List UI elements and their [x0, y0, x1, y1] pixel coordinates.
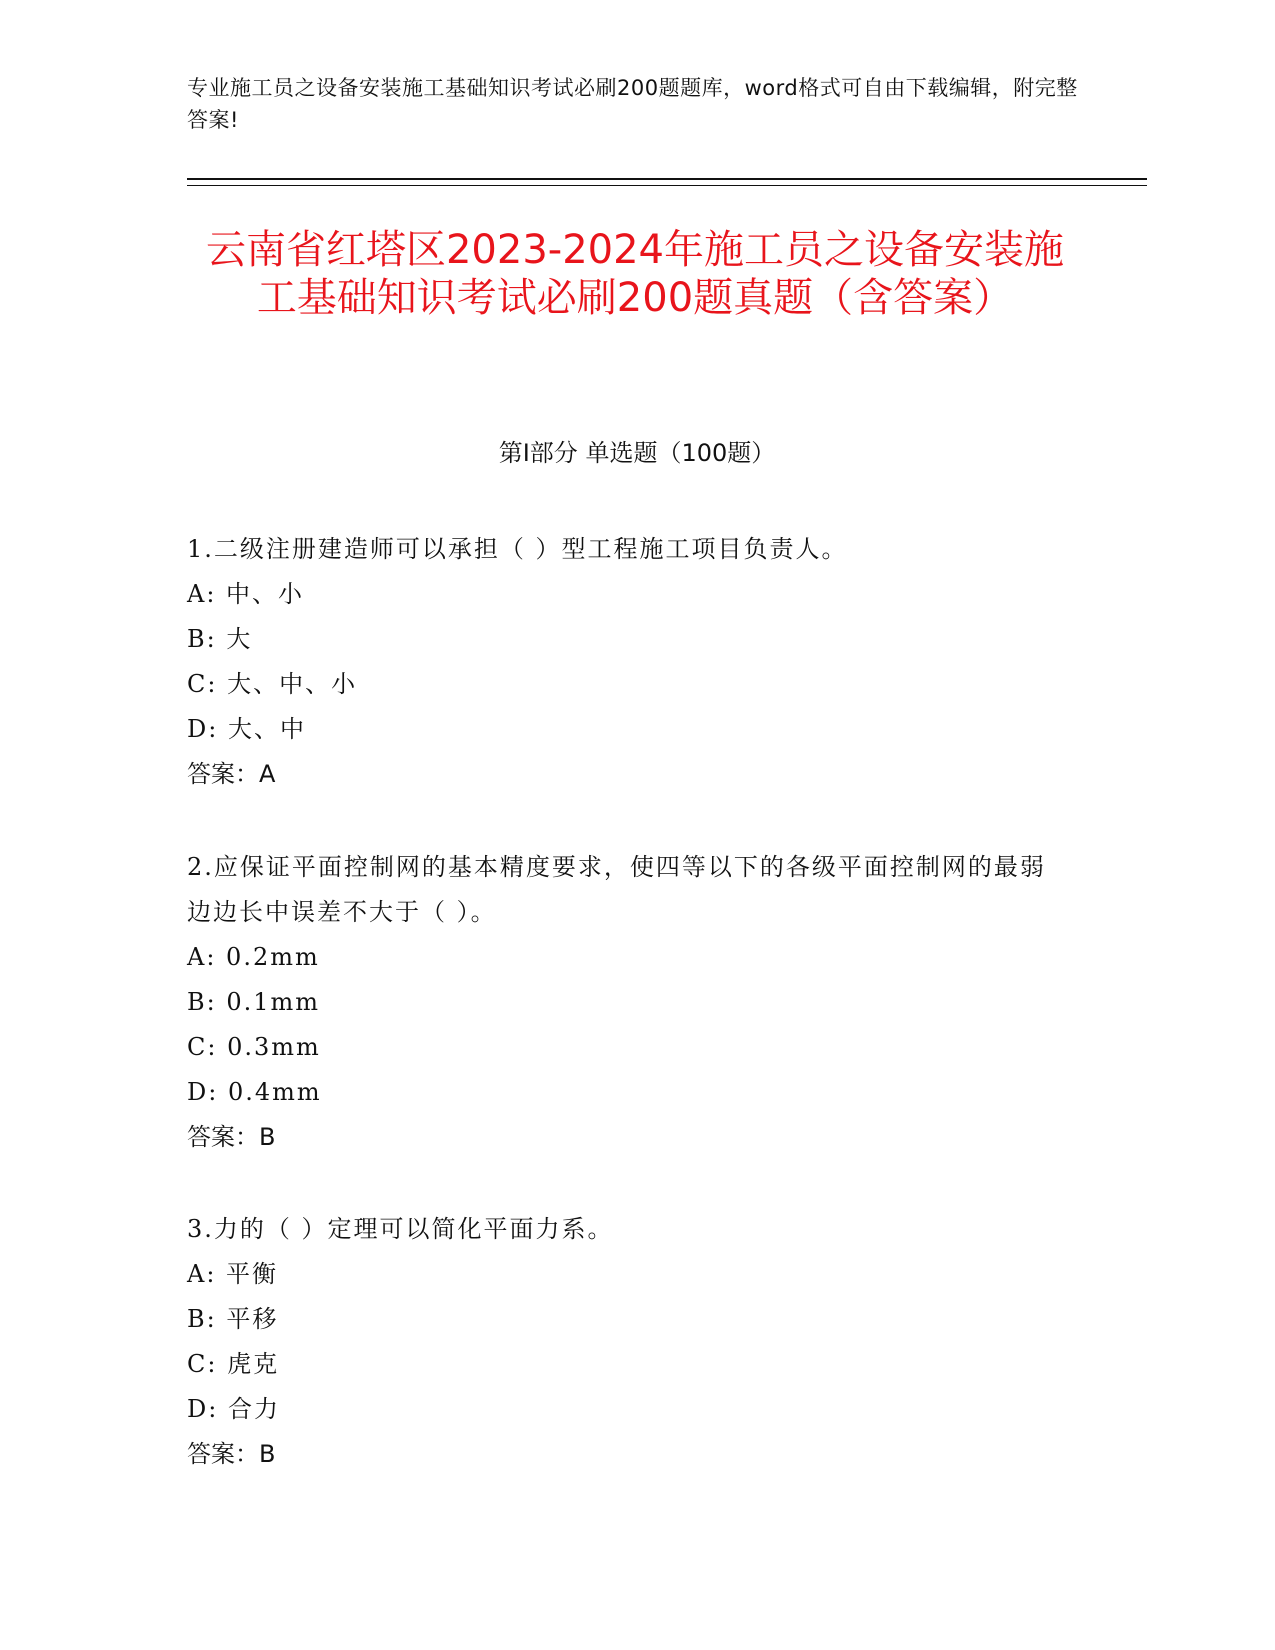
option-a: A: 平衡 — [187, 1260, 279, 1288]
question-block — [187, 527, 1067, 797]
option-b: B: 0.1mm — [187, 988, 321, 1016]
question-block — [187, 845, 1067, 1160]
section-heading: 第I部分 单选题（100题） — [498, 439, 776, 467]
option-a: A: 中、小 — [187, 580, 305, 608]
question-stem: 2.应保证平面控制网的基本精度要求，使四等以下的各级平面控制网的最弱边边长中误差不大于（ ）。 — [187, 853, 1046, 926]
option-c: C: 虎克 — [187, 1350, 280, 1378]
question-answer: 答案：B — [187, 1123, 276, 1151]
question-block — [187, 1207, 1067, 1477]
option-c: C: 大、中、小 — [187, 670, 358, 698]
option-b: B: 平移 — [187, 1305, 279, 1333]
header-note: 专业施工员之设备安装施工基础知识考试必刷200题题库，word格式可自由下载编辑，附完整答案! — [187, 76, 1078, 132]
header-divider-thick — [187, 178, 1147, 180]
option-d: D: 大、中 — [187, 715, 306, 743]
option-c: C: 0.3mm — [187, 1033, 321, 1061]
option-d: D: 合力 — [187, 1395, 280, 1423]
option-b: B: 大 — [187, 625, 253, 653]
option-a: A: 0.2mm — [187, 943, 320, 971]
option-d: D: 0.4mm — [187, 1078, 322, 1106]
question-stem: 3.力的（ ）定理可以简化平面力系。 — [187, 1215, 614, 1243]
question-answer: 答案：B — [187, 1440, 276, 1468]
question-stem: 1.二级注册建造师可以承担（ ）型工程施工项目负责人。 — [187, 535, 848, 563]
document-title: 云南省红塔区2023-2024年施工员之设备安装施工基础知识考试必刷200题真题（含答案） — [205, 227, 1065, 321]
question-answer: 答案：A — [187, 760, 276, 788]
header-divider-thin — [187, 185, 1147, 186]
